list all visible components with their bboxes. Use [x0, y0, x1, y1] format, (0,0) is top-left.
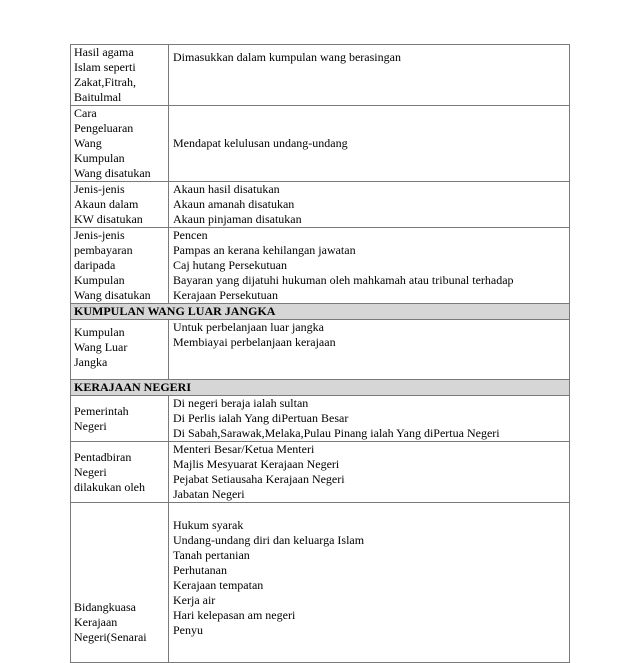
row-label-line: Hasil agama [74, 45, 134, 59]
row-label-line: Negeri [74, 464, 107, 479]
section-header-row [71, 304, 570, 320]
row-label-line: Negeri(Senarai [74, 630, 147, 644]
row-value-line: Hukum syarak [173, 518, 244, 532]
row-value-line: Kerja air [173, 593, 216, 607]
row-value-cell [169, 45, 570, 106]
row-label-cell [71, 45, 169, 106]
row-label-line: Cara [74, 106, 97, 120]
row-label-line: Jangka [74, 355, 108, 369]
row-value-line: Menteri Besar/Ketua Menteri [173, 442, 315, 456]
row-label-cell [71, 442, 169, 503]
row-label-line: Kumpulan [74, 273, 125, 287]
row-value-line: Di negeri beraja ialah sultan [173, 396, 309, 410]
row-label-line: Pentadbiran [74, 449, 132, 464]
row-label-line: Baitulmal [74, 90, 122, 104]
row-value-cell [169, 228, 570, 304]
row-value-line: Pejabat Setiausaha Kerajaan Negeri [173, 472, 345, 486]
table-row [71, 396, 570, 442]
section-heading: KERAJAAN NEGERI [71, 380, 570, 396]
row-value-line: Majlis Mesyuarat Kerajaan Negeri [173, 457, 340, 471]
section-header-row [71, 380, 570, 396]
row-value-line: Jabatan Negeri [173, 487, 245, 501]
row-value-line: Perhutanan [173, 563, 227, 577]
row-value-cell [169, 503, 570, 663]
row-label-line: Pengeluaran [74, 121, 134, 135]
row-value-line: Untuk perbelanjaan luar jangka [173, 320, 324, 334]
row-value-line: Hari kelepasan am negeri [173, 608, 296, 622]
table-row [71, 320, 570, 380]
row-value-line: Akaun pinjaman disatukan [173, 212, 302, 226]
row-label-line: daripada [74, 258, 116, 272]
row-label-line: Kerajaan [74, 615, 118, 629]
row-label-line: Islam seperti [74, 60, 136, 74]
table-row [71, 228, 570, 304]
row-value-line: Pampas an kerana kehilangan jawatan [173, 243, 356, 257]
row-value-line: Pencen [173, 228, 208, 242]
row-label-cell [71, 106, 169, 182]
row-label-line: Jenis-jenis [74, 228, 125, 242]
row-value-line: Akaun amanah disatukan [173, 197, 295, 211]
row-label-line: Wang Luar [74, 340, 128, 354]
row-value-line: Kerajaan tempatan [173, 578, 264, 592]
table-row [71, 106, 570, 182]
row-value-line: Caj hutang Persekutuan [173, 258, 287, 272]
row-label-line: Kumpulan [74, 151, 125, 165]
content-table [70, 44, 570, 663]
table-row [71, 182, 570, 228]
row-value-line: Kerajaan Persekutuan [173, 288, 278, 302]
row-label-line: Jenis-jenis [74, 182, 125, 196]
row-value-line: Bayaran yang dijatuhi hukuman oleh mahkamah atau tribunal terhadap [173, 273, 514, 287]
row-value-cell [169, 442, 570, 503]
row-label-line: KW disatukan [74, 212, 143, 226]
row-label-cell [71, 182, 169, 228]
row-label-line: Wang [74, 136, 102, 150]
row-label-cell [71, 503, 169, 663]
row-label-cell [71, 320, 169, 380]
table-row [71, 442, 570, 503]
row-value-cell [169, 320, 570, 380]
row-label-line: Negeri [74, 418, 107, 433]
row-value-cell [169, 106, 570, 182]
row-label-line: dilakukan oleh [74, 479, 145, 494]
row-label-cell [71, 228, 169, 304]
row-value-line: Di Perlis ialah Yang diPertuan Besar [173, 411, 349, 425]
section-heading: KUMPULAN WANG LUAR JANGKA [71, 304, 570, 320]
row-value-line: Akaun hasil disatukan [173, 182, 280, 196]
row-label-line: Wang disatukan [74, 166, 151, 180]
row-label-cell [71, 396, 169, 442]
row-value-cell [169, 396, 570, 442]
row-label-line: Zakat,Fitrah, [74, 75, 136, 89]
row-value-line: Penyu [173, 623, 203, 637]
row-value-line: Di Sabah,Sarawak,Melaka,Pulau Pinang ialah Yang diPertua Negeri [173, 426, 500, 440]
table-row [71, 503, 570, 663]
row-value-line: Membiayai perbelanjaan kerajaan [173, 335, 336, 349]
row-label-line: Pemerintah [74, 403, 129, 418]
row-label-line: Kumpulan [74, 325, 125, 339]
row-value-cell [169, 182, 570, 228]
row-value-line: Mendapat kelulusan undang-undang [173, 136, 348, 150]
row-label-line: Bidangkuasa [74, 600, 136, 614]
row-label-line: pembayaran [74, 243, 133, 257]
table-row [71, 45, 570, 106]
row-value-line: Undang-undang diri dan keluarga Islam [173, 533, 365, 547]
row-value-line: Tanah pertanian [173, 548, 250, 562]
row-label-line: Akaun dalam [74, 197, 139, 211]
row-value-line: Dimasukkan dalam kumpulan wang berasingan [173, 50, 401, 64]
row-label-line: Wang disatukan [74, 288, 151, 302]
